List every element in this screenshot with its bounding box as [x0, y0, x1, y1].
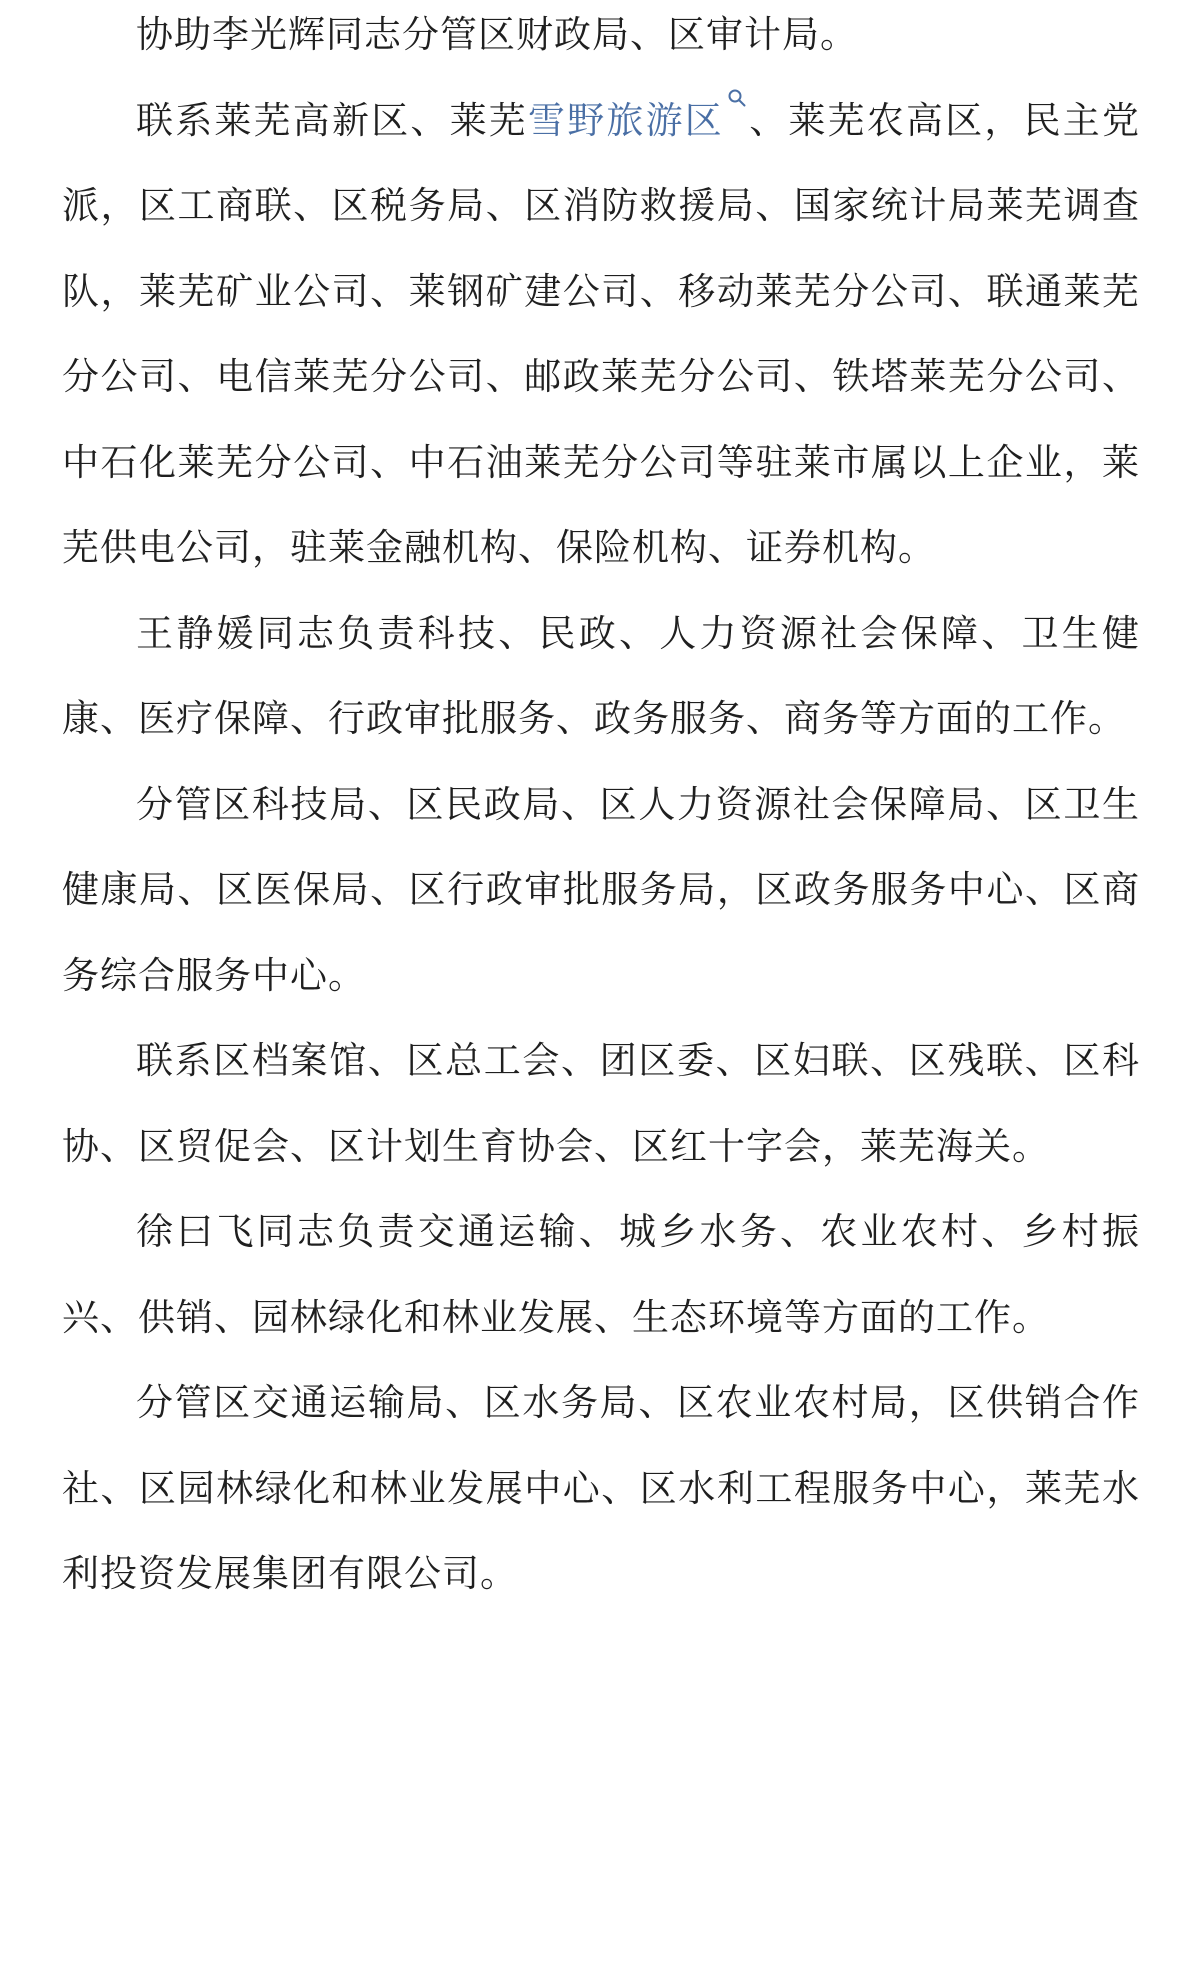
- paragraph-3: [62, 591, 1140, 762]
- keyword-search-link[interactable]: [528, 99, 748, 142]
- paragraph-7-text: 分管区交通运输局、区水务局、区农业农村局，区供销合作社、区园林绿化和林业发展中心、区水利工程服务中心，莱芜水利投资发展集团有限公司。: [62, 1381, 1140, 1595]
- paragraph-2: [62, 78, 1140, 591]
- paragraph-4: [62, 762, 1140, 1019]
- paragraph-5: [62, 1018, 1140, 1189]
- paragraph-6: [62, 1189, 1140, 1360]
- paragraph-3-text: 王静媛同志负责科技、民政、人力资源社会保障、卫生健康、医疗保障、行政审批服务、政务服务、商务等方面的工作。: [62, 611, 1140, 740]
- paragraph-1-text: 协助李光辉同志分管区财政局、区审计局。: [136, 13, 858, 56]
- paragraph-4-text: 分管区科技局、区民政局、区人力资源社会保障局、区卫生健康局、区医保局、区行政审批服务局，区政务服务中心、区商务综合服务中心。: [62, 782, 1140, 997]
- paragraph-2-text-before: 联系莱芜高新区、莱芜: [136, 98, 528, 142]
- paragraph-5-text: 联系区档案馆、区总工会、团区委、区妇联、区残联、区科协、区贸促会、区计划生育协会、区红十字会，莱芜海关。: [62, 1039, 1140, 1168]
- paragraph-1: [62, 0, 1140, 78]
- paragraph-7: [62, 1360, 1140, 1617]
- paragraph-2-text-after: 、莱芜农高区，民主党派，区工商联、区税务局、区消防救援局、国家统计局莱芜调查队，莱芜矿业公司、莱钢矿建公司、移动莱芜分公司、联通莱芜分公司、电信莱芜分公司、邮政莱芜分公司、铁塔莱芜分公司、中石化莱芜分公司、中石油莱芜分公司等驻莱市属以上企业，莱芜供电公司，驻莱金融机构、保险机构、证券机构。: [62, 98, 1140, 569]
- search-icon: [728, 89, 746, 107]
- keyword-search-link-label: 雪野旅游区: [528, 98, 724, 142]
- paragraph-6-text: 徐曰飞同志负责交通运输、城乡水务、农业农村、乡村振兴、供销、园林绿化和林业发展、生态环境等方面的工作。: [62, 1210, 1140, 1339]
